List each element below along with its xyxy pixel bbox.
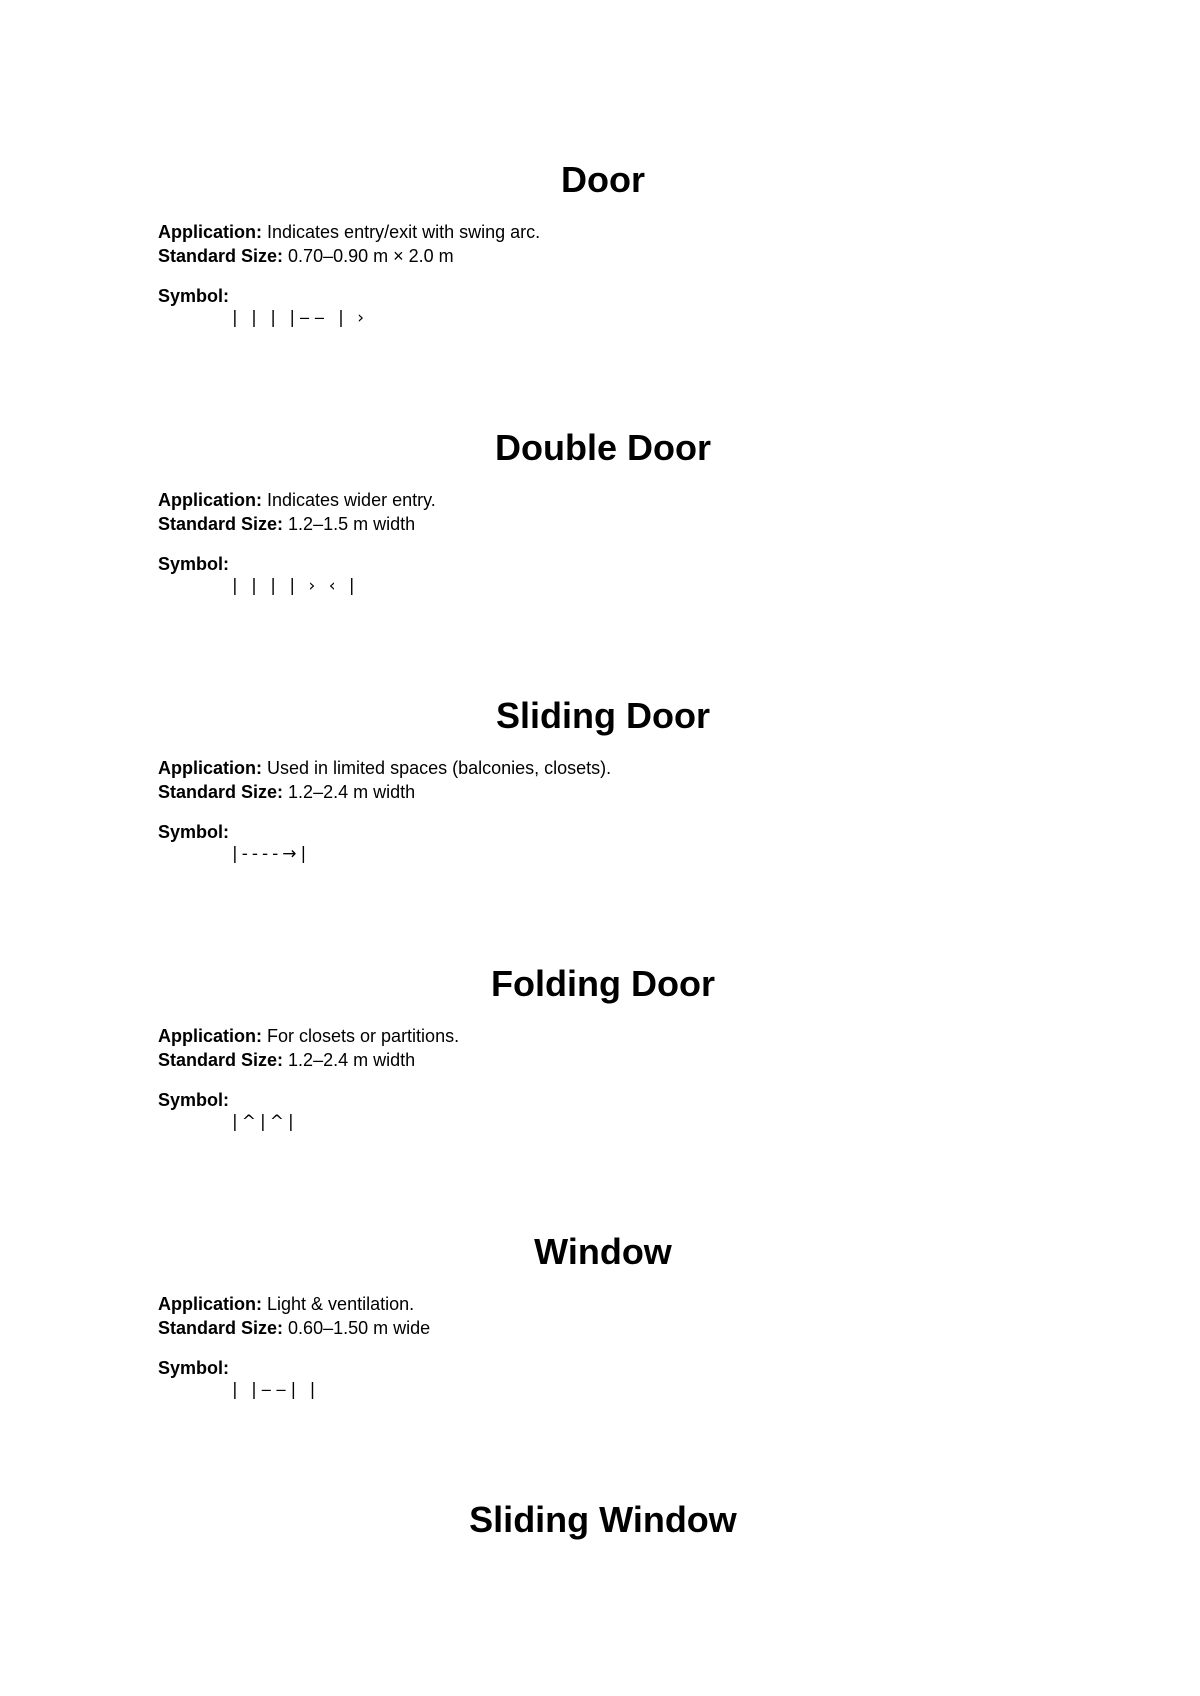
standard-size-line — [158, 1316, 1048, 1340]
section-title: Sliding Door — [496, 695, 710, 736]
symbol-label: Symbol: — [158, 1090, 230, 1110]
application-label: Application: — [158, 1294, 262, 1314]
standard-size-label: Standard Size: — [158, 514, 284, 534]
standard-size-value: 1.2–2.4 m width — [288, 782, 416, 802]
standard-size-value: 1.2–1.5 m width — [288, 514, 416, 534]
standard-size-value: 0.60–1.50 m wide — [288, 1318, 431, 1338]
standard-size-label: Standard Size: — [158, 782, 284, 802]
symbol-label: Symbol: — [158, 1358, 230, 1378]
symbol-glyph: |----→| — [232, 844, 311, 864]
application-line — [158, 220, 1048, 244]
standard-size-label: Standard Size: — [158, 1318, 284, 1338]
symbol-glyph: | | | |‒‒ | › — [232, 308, 369, 328]
application-value: Indicates entry/exit with swing arc. — [267, 222, 541, 242]
standard-size-line — [158, 1048, 1048, 1072]
application-value: Used in limited spaces (balconies, closets). — [267, 758, 612, 778]
symbol-label: Symbol: — [158, 822, 230, 842]
section-window — [158, 1232, 1048, 1401]
section-folding-door — [158, 964, 1048, 1133]
standard-size-label: Standard Size: — [158, 246, 284, 266]
application-value: For closets or partitions. — [267, 1026, 460, 1046]
section-door — [158, 160, 1048, 329]
standard-size-value: 0.70–0.90 m × 2.0 m — [288, 246, 454, 266]
section-title: Door — [561, 159, 645, 200]
application-label: Application: — [158, 758, 262, 778]
symbol-label: Symbol: — [158, 554, 230, 574]
standard-size-line — [158, 244, 1048, 268]
application-value: Indicates wider entry. — [267, 490, 436, 510]
symbol-label: Symbol: — [158, 286, 230, 306]
section-double-door — [158, 428, 1048, 597]
standard-size-value: 1.2–2.4 m width — [288, 1050, 416, 1070]
standard-size-line — [158, 512, 1048, 536]
symbol-glyph: | | | | › ‹ | — [232, 576, 359, 596]
application-label: Application: — [158, 222, 262, 242]
application-line — [158, 488, 1048, 512]
section-sliding-door — [158, 696, 1048, 865]
symbol-glyph: | |‒‒| | — [232, 1380, 320, 1400]
application-line — [158, 756, 1048, 780]
section-title: Window — [534, 1231, 672, 1272]
section-title: Sliding Window — [469, 1499, 737, 1540]
section-title: Folding Door — [491, 963, 715, 1004]
application-line — [158, 1024, 1048, 1048]
symbol-glyph: |^|^| — [232, 1112, 298, 1132]
standard-size-label: Standard Size: — [158, 1050, 284, 1070]
application-line — [158, 1292, 1048, 1316]
application-value: Light & ventilation. — [267, 1294, 415, 1314]
section-title: Double Door — [495, 427, 711, 468]
application-label: Application: — [158, 1026, 262, 1046]
section-sliding-window — [158, 1500, 1048, 1540]
standard-size-line — [158, 780, 1048, 804]
application-label: Application: — [158, 490, 262, 510]
